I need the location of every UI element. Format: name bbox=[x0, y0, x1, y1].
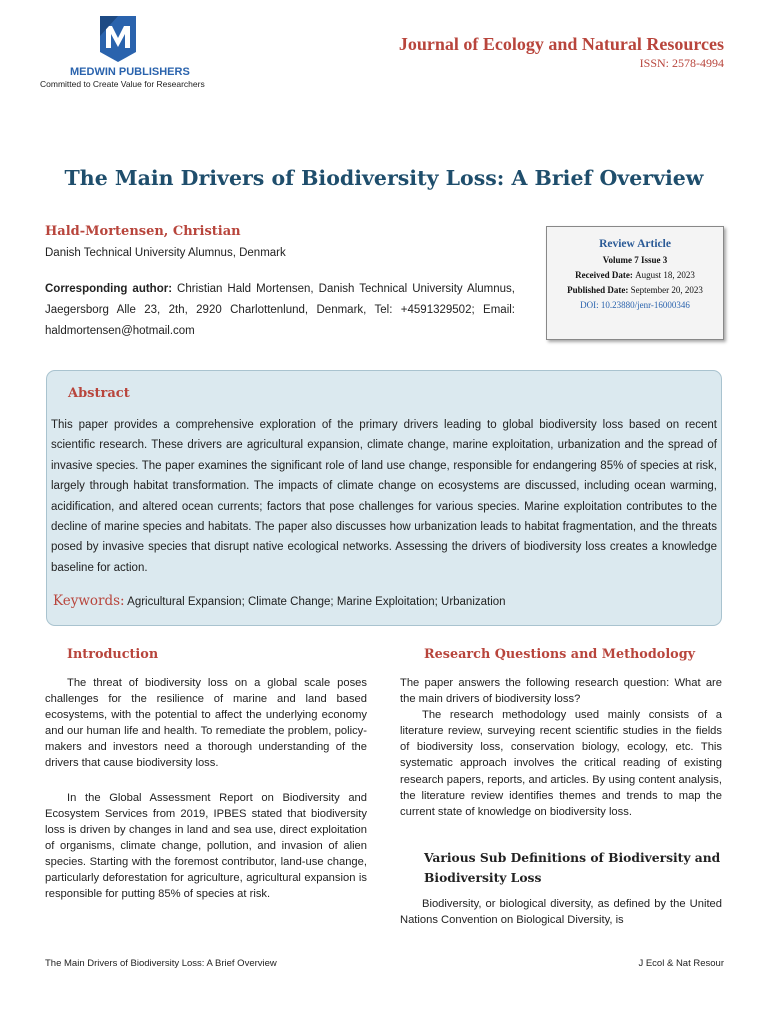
abstract-text: This paper provides a comprehensive exploration of the primary drivers leading to global biodiversity loss based on recent scientific research. These drivers are agricultural expansion, climate change, marine exploitation, urbanization and the spread of invasive species. The paper examines the significant role of land use change, responsible for endangering 85% of species at risk, largely through habitat transformation. The impacts of climate change on ecosystems are discussed, including ocean warming, acidification, and altered ocean currents; factors that pose challenges for various species. Marine exploitation contributes to the decline of marine species and habitats. The paper also discusses how urbanization leads to habitat fragmentation, and the threats posed by invasive species that disrupt native ecological networks. Assessing the drivers of biodiversity loss creates a knowledge baseline for action. bbox=[51, 419, 717, 574]
publisher-logo bbox=[40, 14, 220, 89]
publisher-name: MEDWIN PUBLISHERS bbox=[70, 66, 190, 78]
methodology-paragraph: The research methodology used mainly consists of a literature review, surveying recent scientific studies in the fields of biodiversity loss, conservation biology, ecology, etc. This systematic approach involves the critical reading of existing research papers, reports, and articles. By using content analysis, the literature review identifies themes and trends to map the current state of knowledge on biodiversity loss. bbox=[400, 709, 722, 818]
received-date: August 18, 2023 bbox=[635, 270, 695, 280]
keywords-label: Keywords: bbox=[53, 593, 125, 609]
subsection-paragraph: Biodiversity, or biological diversity, as defined by the United Nations Convention on Biological Diversity, is bbox=[400, 898, 722, 927]
author-name: Hald-Mortensen, Christian bbox=[45, 224, 241, 239]
published-label: Published Date: bbox=[567, 285, 629, 295]
doi-link[interactable]: DOI: 10.23880/jenr-16000346 bbox=[580, 300, 690, 310]
journal-issn: ISSN: 2578-4994 bbox=[639, 56, 724, 70]
methodology-heading: Research Questions and Methodology bbox=[424, 647, 696, 662]
medwin-logo-icon bbox=[98, 14, 138, 64]
published-date: September 20, 2023 bbox=[630, 285, 703, 295]
journal-header bbox=[399, 34, 724, 71]
journal-name: Journal of Ecology and Natural Resources bbox=[398, 34, 724, 54]
author-block bbox=[45, 224, 515, 337]
keywords-list: Agricultural Expansion; Climate Change; Marine Exploitation; Urbanization bbox=[127, 596, 506, 608]
footer-running-title: The Main Drivers of Biodiversity Loss: A Brief Overview bbox=[45, 958, 277, 969]
volume-issue: Volume 7 Issue 3 bbox=[602, 255, 668, 265]
subsection-heading: Various Sub Definitions of Biodiversity and Biodiversity Loss bbox=[424, 850, 721, 885]
methodology-body bbox=[400, 675, 722, 820]
footer-journal-abbrev: J Ecol & Nat Resour bbox=[638, 958, 724, 969]
abstract-box bbox=[46, 370, 722, 626]
article-info-box bbox=[546, 226, 724, 340]
methodology-paragraph: The paper answers the following research question: What are the main drivers of biodiversity loss? bbox=[400, 677, 722, 706]
abstract-heading: Abstract bbox=[68, 386, 130, 401]
author-affiliation: Danish Technical University Alumnus, Denmark bbox=[45, 247, 286, 259]
corresponding-author bbox=[45, 279, 515, 342]
publisher-tagline: Committed to Create Value for Researchers bbox=[40, 79, 205, 89]
introduction-heading: Introduction bbox=[67, 647, 159, 662]
introduction-paragraph: In the Global Assessment Report on Biodiversity and Ecosystem Services from 2019, IPBES stated that biodiversity loss is driven by changes in land and sea use, direct exploitation of organisms, climate change, pollution, and invasion of alien species. Starting with the foremost contributor, land-use change, particularly deforestation for agriculture, agricultural expansion is responsible for putting 85% of species at risk. bbox=[45, 791, 367, 901]
article-title: The Main Drivers of Biodiversity Loss: A Brief Overview bbox=[64, 166, 704, 190]
subsection-body bbox=[400, 896, 722, 928]
introduction-body bbox=[45, 675, 367, 902]
article-type: Review Article bbox=[599, 238, 671, 250]
corresponding-details: Christian Hald Mortensen, Danish Technical University Alumnus, Jaegersborg Alle 23, 2th, 2920 Charlottenlund, Denmark, Tel: +4591329502; Email: haldmortensen@hotmail.com bbox=[45, 283, 515, 337]
published-date-row bbox=[547, 285, 723, 295]
received-label: Received Date: bbox=[575, 270, 633, 280]
keywords-row bbox=[53, 593, 506, 609]
received-date-row bbox=[547, 270, 723, 280]
corresponding-label: Corresponding author: bbox=[45, 283, 173, 295]
introduction-paragraph: The threat of biodiversity loss on a global scale poses challenges for the resilience of marine and land based ecosystems, with the potential to affect the underlying economy and our human life and health. To remediate the problem, policy-makers and investors need a thorough understanding of the drivers that cause biodiversity loss. bbox=[45, 677, 367, 770]
